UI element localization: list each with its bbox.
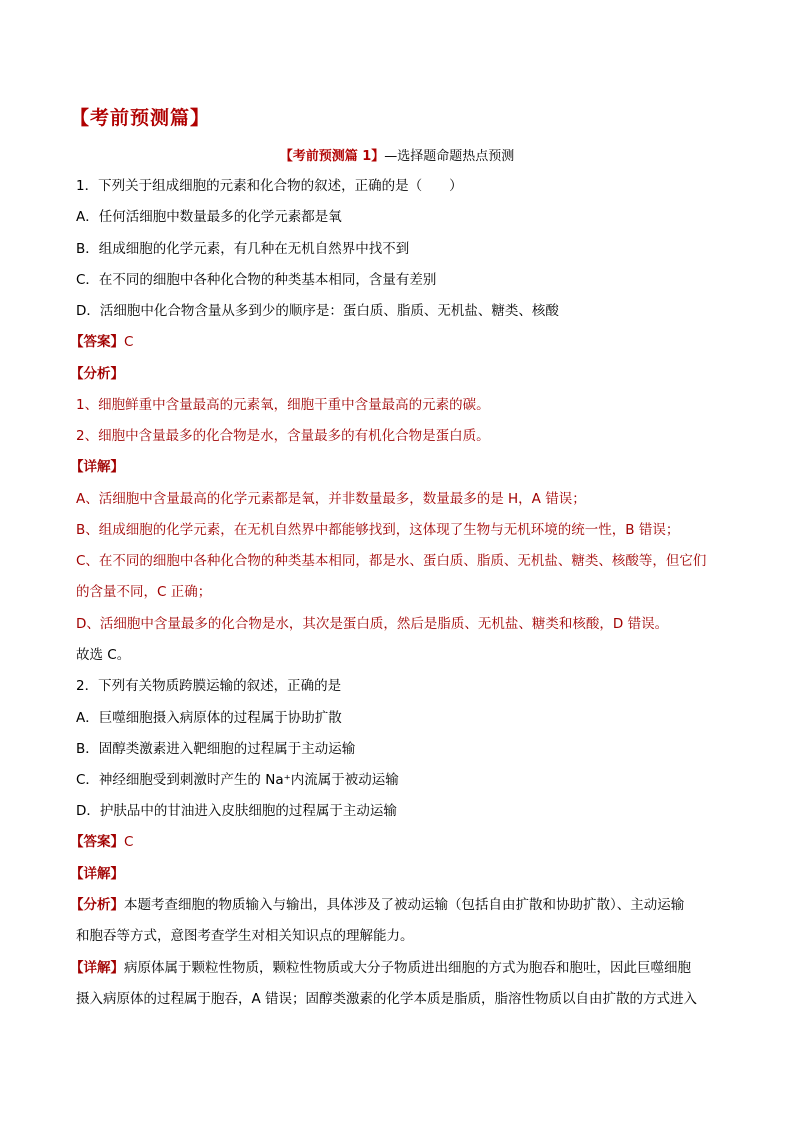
q1-option-b: B．组成细胞的化学元素，有几种在无机自然界中找不到: [76, 241, 410, 257]
q2-stem: 2．下列有关物质跨膜运输的叙述，正确的是: [76, 678, 342, 694]
q1-detail-c2: 的含量不同，C 正确；: [76, 584, 212, 600]
q1-analysis-1: 1、细胞鲜重中含量最高的元素氧，细胞干重中含量最高的元素的碳。: [76, 397, 490, 413]
q1-option-c: C．在不同的细胞中各种化合物的种类基本相同，含量有差别: [76, 272, 437, 288]
q1-answer: [70, 332, 133, 352]
q2-answer: [70, 832, 133, 852]
q2-option-b: B．固醇类激素进入靶细胞的过程属于主动运输: [76, 741, 356, 757]
q1-detail-c1: C、在不同的细胞中各种化合物的种类基本相同，都是水、蛋白质、脂质、无机盐、糖类、核酸等，但它们: [76, 553, 707, 569]
q2-option-c: C．神经细胞受到刺激时产生的 Na⁺内流属于被动运输: [76, 772, 399, 788]
q2-detail2-text-2: 摄入病原体的过程属于胞吞，A 错误；固醇类激素的化学本质是脂质，脂溶性物质以自由扩散的方式进入: [76, 991, 698, 1007]
q1-stem: 1．下列关于组成细胞的元素和化合物的叙述，正确的是（ ）: [76, 178, 463, 194]
q2-answer-value: C: [124, 834, 134, 850]
q1-detail-a: A、活细胞中含量最高的化学元素都是氧，并非数量最多，数量最多的是 H，A 错误；: [76, 491, 586, 507]
q2-detail-tag: 【详解】: [70, 866, 124, 882]
q2-option-a: A．巨噬细胞摄入病原体的过程属于协助扩散: [76, 710, 342, 726]
q2-analysis-tag: 【分析】: [70, 897, 124, 913]
q1-option-d: D．活细胞中化合物含量从多到少的顺序是：蛋白质、脂质、无机盐、糖类、核酸: [76, 303, 559, 319]
q1-detail-tag: 【详解】: [70, 459, 124, 475]
subtitle: [0, 145, 794, 164]
q1-detail-b: B、组成细胞的化学元素，在无机自然界中都能够找到，这体现了生物与无机环境的统一性，B 错误；: [76, 522, 680, 538]
q2-analysis-text-1: 本题考查细胞的物质输入与输出，具体涉及了被动运输（包括自由扩散和协助扩散）、主动运输: [124, 897, 685, 913]
q1-detail-d: D、活细胞中含量最多的化合物是水，其次是蛋白质，然后是脂质、无机盐、糖类和核酸，D 错误。: [76, 616, 669, 632]
q2-detail2-tag: 【详解】: [70, 960, 124, 976]
subtitle-suffix: —选择题命题热点预测: [384, 149, 515, 164]
q1-option-a: A．任何活细胞中数量最多的化学元素都是氧: [76, 209, 342, 225]
section-title: 【考前预测篇】: [70, 107, 211, 129]
q1-conclusion: 故选 C。: [76, 647, 131, 663]
q2-detail2-text-1: 病原体属于颗粒性物质，颗粒性物质或大分子物质进出细胞的方式为胞吞和胞吐，因此巨噬细胞: [124, 960, 691, 976]
q1-analysis-2: 2、细胞中含量最多的化合物是水，含量最多的有机化合物是蛋白质。: [76, 428, 490, 444]
q2-answer-tag: 【答案】: [70, 834, 124, 850]
q1-analysis-tag: 【分析】: [70, 366, 124, 382]
q1-answer-tag: 【答案】: [70, 334, 124, 350]
q2-analysis-line-1: [70, 895, 684, 915]
q2-analysis-text-2: 和胞吞等方式，意图考查学生对相关知识点的理解能力。: [76, 928, 414, 944]
subtitle-prefix: 【考前预测篇 1】: [279, 149, 385, 164]
q2-detail-line-1: [70, 958, 691, 978]
q2-option-d: D．护肤品中的甘油进入皮肤细胞的过程属于主动运输: [76, 803, 397, 819]
q1-answer-value: C: [124, 334, 134, 350]
